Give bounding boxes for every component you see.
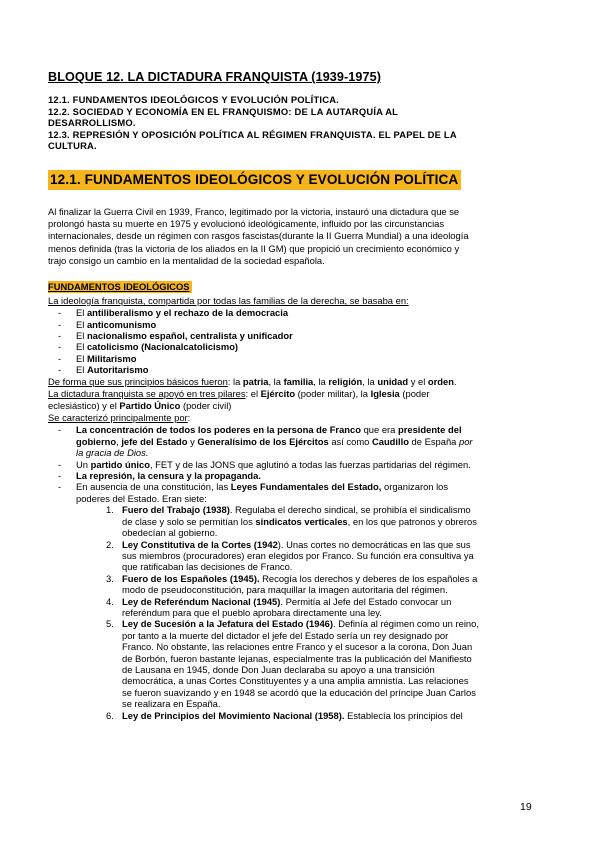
ley-item: 5. Ley de Sucesión a la Jefatura del Estado (1946). Definía al régimen como un reino, por tanto a la muerte del dictador el jefe del Estado sería un rey designado por Franco. No obstante, las relaciones entre Franco y el sucesor a la corona, Don Juan de Borbón, fueron bastante lejanas, especialmente tras la publicación del Manifiesto de Lausana en 1945, donde Don Juan declaraba su apoyo a una transición democrática, a unas Cortes Constituyentes y a una amplia amnistía. Las relaciones se fueron suavizando y en 1948 se acordó que la educación del príncipe Juan Carlos se realizara en España. <box>106 618 479 710</box>
document-page <box>48 70 553 721</box>
ley-item: 1. Fuero del Trabajo (1938). Regulaba el derecho sindical, se prohibía el sindicalismo de clase y solo se permitían los sindicatos verticales, en los que patronos y obreros obedecían al gobierno. <box>106 504 477 539</box>
ley-item: 4. Ley de Referéndum Nacional (1945). Permitía al Jefe del Estado convocar un referéndum para que el pueblo aprobara directamente una ley. <box>106 595 452 618</box>
principios-paragraph: De forma que sus principios básicos fueron: la patria, la familia, la religión, la unidad y el orden. <box>48 375 457 387</box>
intro-line: prolongó hasta su muerte en 1975 y evolucionó ideológicamente, influido por las circunstancias <box>48 218 445 230</box>
ley-item: 6. Ley de Principios del Movimiento Nacional (1958). Establecía los principios del <box>106 709 463 721</box>
list-item: - El Autoritarismo <box>58 364 149 376</box>
list-item: - El nacionalismo español, centralista y unificador <box>58 330 293 341</box>
list-item: - El Militarismo <box>58 352 137 364</box>
toc-line-1: 12.1. FUNDAMENTOS IDEOLÓGICOS Y EVOLUCIÓN POLÍTICA. <box>48 94 339 105</box>
table-of-contents <box>48 94 553 152</box>
toc-line-4: 12.3. REPRESIÓN Y OPOSICIÓN POLÍTICA AL RÉGIMEN FRANQUISTA. EL PAPEL DE LA <box>48 128 457 140</box>
toc-line-5: CULTURA. <box>48 140 97 152</box>
list-item: - El catolicismo (Nacionalcatolicismo) <box>58 341 239 353</box>
intro-line: trajo consigo un cambio en la mentalidad de la sociedad española. <box>48 254 325 266</box>
intro-line: Al finalizar la Guerra Civil en 1939, Franco, legitimado por la victoria, instauró una dictadura que se <box>48 205 460 217</box>
ley-item: 3. Fuero de los Españoles (1945). Recogía los derechos y deberes de los españoles a modo de pseudoconstitución, para maquillar la imagen autoritaria del régimen. <box>106 572 478 596</box>
intro-line: internacionales, desde un régimen con rasgos fascistas(durante la II Guerra Mundial) a una ideología <box>48 230 469 242</box>
list-item: - En ausencia de una constitución, las Leyes Fundamentales del Estado, organizaron los poderes del Estado. Eran siete: <box>58 481 449 504</box>
leyes-fundamentales-list <box>48 504 553 721</box>
intro-line: menos definida (tras la victoria de los aliados en la II GM) que propició un crecimiento económico y <box>48 242 460 254</box>
pilares-paragraph: La dictadura franquista se apoyó en tres pilares: el Ejército (poder militar), la Iglesia (poder eclesiástico) y el Partido Único (poder civil) <box>48 387 430 412</box>
toc-line-2: 12.2. SOCIEDAD Y ECONOMÍA EN EL FRANQUISMO: DE LA AUTARQUÍA AL <box>48 105 399 117</box>
fundamentos-lead: La ideología franquista, compartida por todas las familias de la derecha, se basaba en: <box>48 294 409 306</box>
page-number: 19 <box>520 801 532 813</box>
block-title: BLOQUE 12. LA DICTADURA FRANQUISTA (1939-1975) <box>48 70 382 84</box>
fundamentos-heading: FUNDAMENTOS IDEOLÓGICOS <box>48 280 190 292</box>
list-item: - El antiliberalismo y el rechazo de la democracia <box>58 307 289 319</box>
list-item: - La represión, la censura y la propaganda. <box>58 470 261 482</box>
list-item: - La concentración de todos los poderes en la persona de Franco que era presidente del gobierno, jefe del Estado y Generalísimo de los Ejércitos así como Caudillo de España por la gracia de Dios. <box>58 424 473 459</box>
list-item: - Un partido único, FET y de las JONS que aglutinó a todas las fuerzas partidarias del régimen. <box>58 458 471 470</box>
caracterizo-lead: Se caracterizó principalmente por: <box>48 412 191 424</box>
section-title: 12.1. FUNDAMENTOS IDEOLÓGICOS Y EVOLUCIÓN POLÍTICA <box>48 170 461 190</box>
ley-item: 2. Ley Constitutiva de la Cortes (1942). Unas cortes no democráticas en las que sus sus miembros (procuradores) eran elegidos por Franco. Su función era consultiva ya que ratificaban las decisiones de Franco. <box>106 538 474 573</box>
toc-line-3: DESARROLLISMO. <box>48 117 136 129</box>
caracteristicas-list <box>48 424 553 504</box>
fundamentos-list <box>48 307 553 375</box>
intro-paragraph <box>48 206 553 267</box>
list-item: - El anticomunismo <box>58 318 157 330</box>
